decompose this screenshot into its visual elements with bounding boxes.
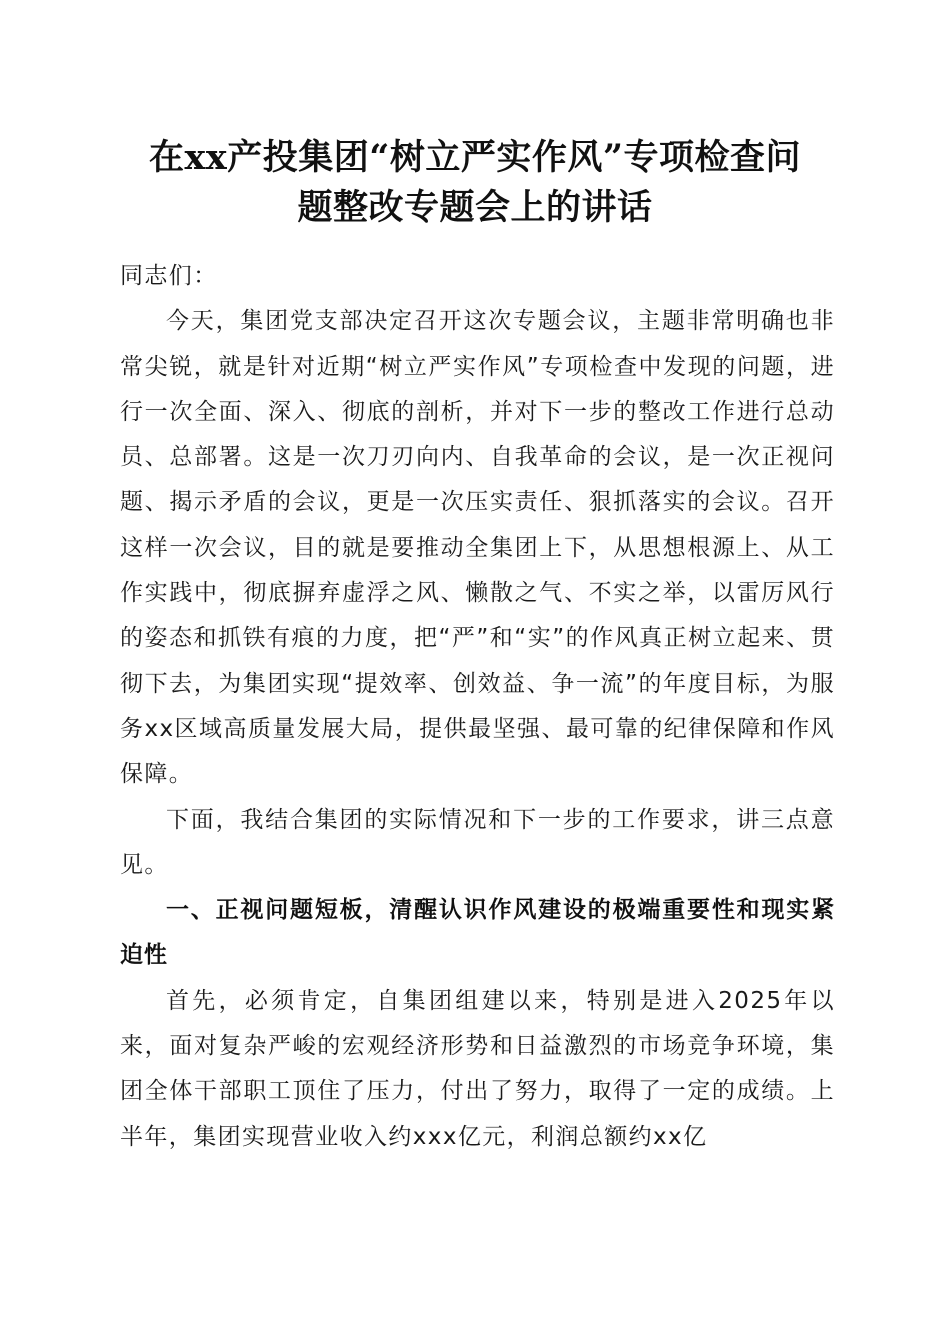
document-body: [120, 254, 835, 1160]
body-paragraph: 今天，集团党支部决定召开这次专题会议，主题非常明确也非常尖锐，就是针对近期“树立严实作风”专项检查中发现的问题，进行一次全面、深入、彻底的剖析，并对下一步的整改工作进行总动员、总部署。这是一次刀刃向内、自我革命的会议，是一次正视问题、揭示矛盾的会议，更是一次压实责任、狠抓落实的会议。召开这样一次会议，目的就是要推动全集团上下，从思想根源上、从工作实践中，彻底摒弃虚浮之风、懒散之气、不实之举，以雷厉风行的姿态和抓铁有痕的力度，把“严”和“实”的作风真正树立起来、贯彻下去，为集团实现“提效率、创效益、争一流”的年度目标，为服务xx区域高质量发展大局，提供最坚强、最可靠的纪律保障和作风保障。: [120, 308, 835, 788]
body-paragraph: 下面，我结合集团的实际情况和下一步的工作要求，讲三点意见。: [120, 806, 835, 878]
section-heading: 一、正视问题短板，清醒认识作风建设的极端重要性和现实紧迫性: [120, 897, 835, 969]
title-line-1: 在xx产投集团“树立严实作风”专项检查问: [149, 137, 801, 178]
section-paragraph: 首先，必须肯定，自集团组建以来，特别是进入2025年以来，面对复杂严峻的宏观经济形势和日益激烈的市场竞争环境，集团全体干部职工顶住了压力，付出了努力，取得了一定的成绩。上半年，集团实现营业收入约xxx亿元，利润总额约xx亿: [120, 987, 835, 1150]
salutation: 同志们：: [120, 263, 218, 289]
title-line-2: 题整改专题会上的讲话: [297, 187, 653, 228]
document-title: [100, 133, 850, 233]
